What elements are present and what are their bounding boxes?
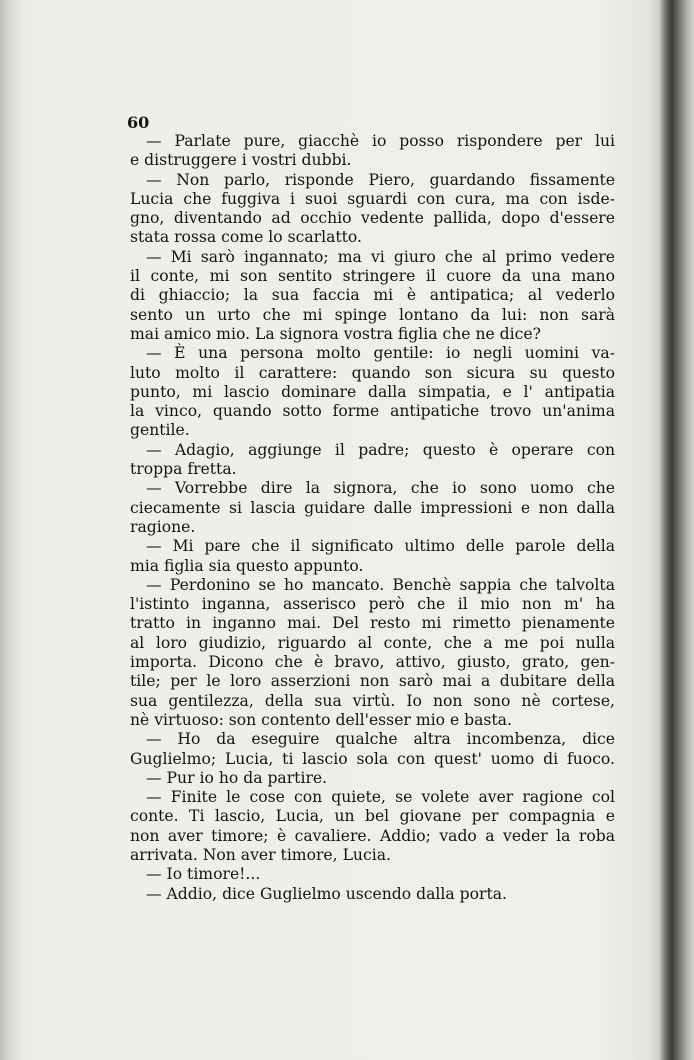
text-line: Lucia che fuggiva i suoi sguardi con cura, ma con isde- (130, 189, 615, 208)
text-line: la vinco, quando sotto forme antipatiche trovo un'anima (130, 402, 615, 421)
page-binding-edge (660, 0, 694, 1060)
text-line: mia figlia sia questo appunto. (130, 556, 364, 575)
text-line: tile; per le loro asserzioni non sarò mai a dubitare della (130, 672, 615, 691)
text-line: — Ho da eseguire qualche altra incombenza, dice (146, 730, 615, 749)
text-line: l'istinto inganna, asserisco però che il mio non m' ha (130, 595, 615, 614)
text-line: sento un urto che mi spinge lontano da lui: non sarà (130, 305, 615, 324)
text-line: al loro giudizio, riguardo al conte, che a me poi nulla (130, 633, 615, 652)
text-line: non aver timore; è cavaliere. Addio; vado a veder la roba (130, 826, 615, 845)
page-left-shadow (0, 0, 22, 1060)
text-line: ragione. (130, 517, 196, 536)
text-line: — Mi pare che il significato ultimo delle parole della (146, 537, 615, 556)
text-line: — Io timore!... (146, 865, 261, 884)
text-line: — Pur io ho da partire. (146, 768, 328, 787)
text-line: importa. Dicono che è bravo, attivo, giusto, grato, gen- (130, 653, 615, 672)
text-line: il conte, mi son sentito stringere il cuore da una mano (130, 267, 615, 286)
text-line: arrivata. Non aver timore, Lucia. (130, 845, 391, 864)
body-text (130, 132, 615, 904)
text-line: — Non parlo, risponde Piero, guardando fissamente (146, 170, 615, 189)
text-line: — Vorrebbe dire la signora, che io sono uomo che (146, 479, 615, 498)
text-line: conte. Ti lascio, Lucia, un bel giovane per compagnia e (130, 807, 615, 826)
text-line: tratto in inganno mai. Del resto mi rimetto pienamente (130, 614, 615, 633)
text-line: sua gentilezza, della sua virtù. Io non sono nè cortese, (130, 691, 615, 710)
text-line: nè virtuoso: son contento dell'esser mio e basta. (130, 710, 512, 729)
text-line: troppa fretta. (130, 460, 237, 479)
text-line: — È una persona molto gentile: io negli uomini va- (146, 344, 615, 363)
text-line: luto molto il carattere: quando son sicura su questo (130, 363, 615, 382)
text-line: — Finite le cose con quiete, se volete aver ragione col (146, 788, 615, 807)
text-line: stata rossa come lo scarlatto. (130, 228, 362, 247)
page-number: 60 (127, 113, 150, 132)
text-line: — Mi sarò ingannato; ma vi giuro che al primo vedere (146, 247, 615, 266)
text-line: di ghiaccio; la sua faccia mi è antipatica; al vederlo (130, 286, 615, 305)
text-line: ciecamente si lascia guidare dalle impressioni e non dalla (130, 498, 615, 517)
text-line: — Addio, dice Guglielmo uscendo dalla porta. (146, 884, 507, 903)
text-line: Guglielmo; Lucia, ti lascio sola con quest' uomo di fuoco. (130, 749, 615, 768)
text-line: — Adagio, aggiunge il padre; questo è operare con (146, 440, 615, 459)
text-line: gentile. (130, 421, 190, 440)
text-line: mai amico mio. La signora vostra figlia che ne dice? (130, 324, 541, 343)
text-line: e distruggere i vostri dubbi. (130, 151, 352, 170)
text-line: — Parlate pure, giacchè io posso rispondere per lui (146, 132, 615, 150)
text-line: gno, diventando ad occhio vedente pallida, dopo d'essere (130, 209, 615, 228)
text-line: — Perdonino se ho mancato. Benchè sappia che talvolta (146, 575, 615, 594)
text-line: punto, mi lascio dominare dalla simpatia, e l' antipatia (130, 382, 615, 401)
